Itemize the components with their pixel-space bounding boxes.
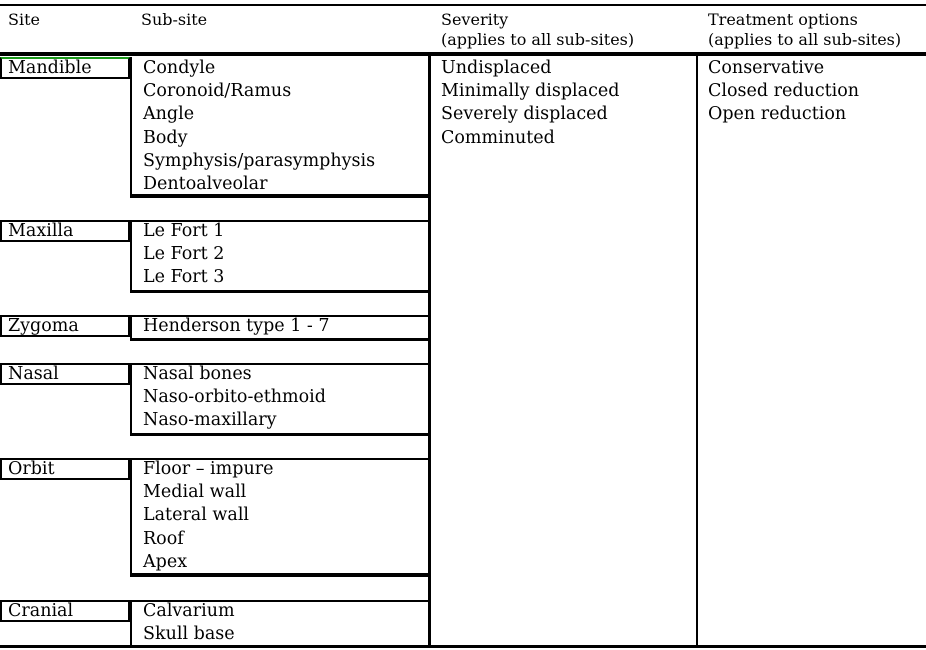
subsite-item: Le Fort 3 bbox=[143, 267, 225, 288]
column-divider-treatment bbox=[696, 55, 698, 647]
subsite-left-rule-nasal bbox=[130, 363, 132, 436]
header-site: Site bbox=[8, 10, 40, 29]
subsite-item: Apex bbox=[143, 551, 188, 572]
severity-item: Undisplaced bbox=[441, 58, 552, 78]
subsite-list-maxilla bbox=[143, 220, 224, 290]
treatment-item: Closed reduction bbox=[708, 81, 860, 102]
table-top-border bbox=[0, 4, 926, 6]
subsite-list-mandible bbox=[143, 57, 375, 196]
header-severity-note: (applies to all sub-sites) bbox=[441, 30, 635, 49]
site-label-mandible: Mandible bbox=[8, 58, 92, 78]
header-subsite: Sub-site bbox=[141, 10, 208, 29]
subsite-list-orbit bbox=[143, 458, 273, 574]
treatment-item: Conservative bbox=[708, 58, 825, 78]
table-header-divider bbox=[0, 52, 926, 56]
subsite-item: Floor – impure bbox=[143, 459, 274, 479]
treatment-list bbox=[708, 57, 859, 127]
site-label-cranial: Cranial bbox=[8, 601, 74, 621]
severity-list bbox=[441, 57, 619, 150]
subsite-list-nasal bbox=[143, 363, 326, 433]
subsite-left-rule-maxilla bbox=[130, 220, 132, 293]
subsite-item: Body bbox=[143, 127, 188, 148]
subsite-item: Le Fort 1 bbox=[143, 221, 225, 241]
subsite-list-zygoma bbox=[143, 315, 330, 338]
severity-item: Comminuted bbox=[441, 127, 555, 148]
header-treatment bbox=[708, 10, 901, 50]
subsite-bottom-rule-nasal bbox=[130, 433, 429, 436]
subsite-item: Angle bbox=[143, 104, 195, 125]
subsite-item: Le Fort 2 bbox=[143, 244, 225, 265]
severity-item: Severely displaced bbox=[441, 104, 608, 125]
site-label-maxilla: Maxilla bbox=[8, 221, 74, 241]
subsite-left-rule-orbit bbox=[130, 458, 132, 577]
subsite-item: Coronoid/Ramus bbox=[143, 81, 292, 102]
subsite-item: Skull base bbox=[143, 624, 235, 645]
subsite-list-cranial bbox=[143, 600, 235, 646]
subsite-item: Medial wall bbox=[143, 482, 247, 503]
severity-item: Minimally displaced bbox=[441, 81, 620, 102]
subsite-item: Naso-orbito-ethmoid bbox=[143, 387, 326, 408]
treatment-item: Open reduction bbox=[708, 104, 847, 125]
subsite-bottom-rule-maxilla bbox=[130, 290, 429, 293]
subsite-item: Nasal bones bbox=[143, 364, 252, 384]
subsite-left-rule-mandible bbox=[130, 57, 132, 197]
site-label-nasal: Nasal bbox=[8, 364, 59, 384]
header-treatment-title: Treatment options bbox=[708, 10, 858, 29]
subsite-item: Calvarium bbox=[143, 601, 235, 621]
header-treatment-note: (applies to all sub-sites) bbox=[708, 30, 902, 49]
subsite-item: Symphysis/parasymphysis bbox=[143, 150, 376, 171]
subsite-item: Lateral wall bbox=[143, 505, 250, 526]
table-bottom-border bbox=[0, 645, 926, 648]
subsite-item: Condyle bbox=[143, 58, 216, 78]
subsite-bottom-rule-zygoma bbox=[130, 338, 429, 341]
subsite-item: Henderson type 1 - 7 bbox=[143, 316, 330, 336]
site-label-orbit: Orbit bbox=[8, 459, 55, 479]
subsite-item: Roof bbox=[143, 528, 184, 549]
subsite-left-rule-cranial bbox=[130, 600, 132, 647]
subsite-item: Dentoalveolar bbox=[143, 174, 268, 195]
site-label-zygoma: Zygoma bbox=[8, 316, 79, 336]
header-severity-title: Severity bbox=[441, 10, 509, 29]
column-divider-severity bbox=[428, 55, 431, 647]
subsite-item: Naso-maxillary bbox=[143, 410, 277, 431]
header-severity bbox=[441, 10, 634, 50]
